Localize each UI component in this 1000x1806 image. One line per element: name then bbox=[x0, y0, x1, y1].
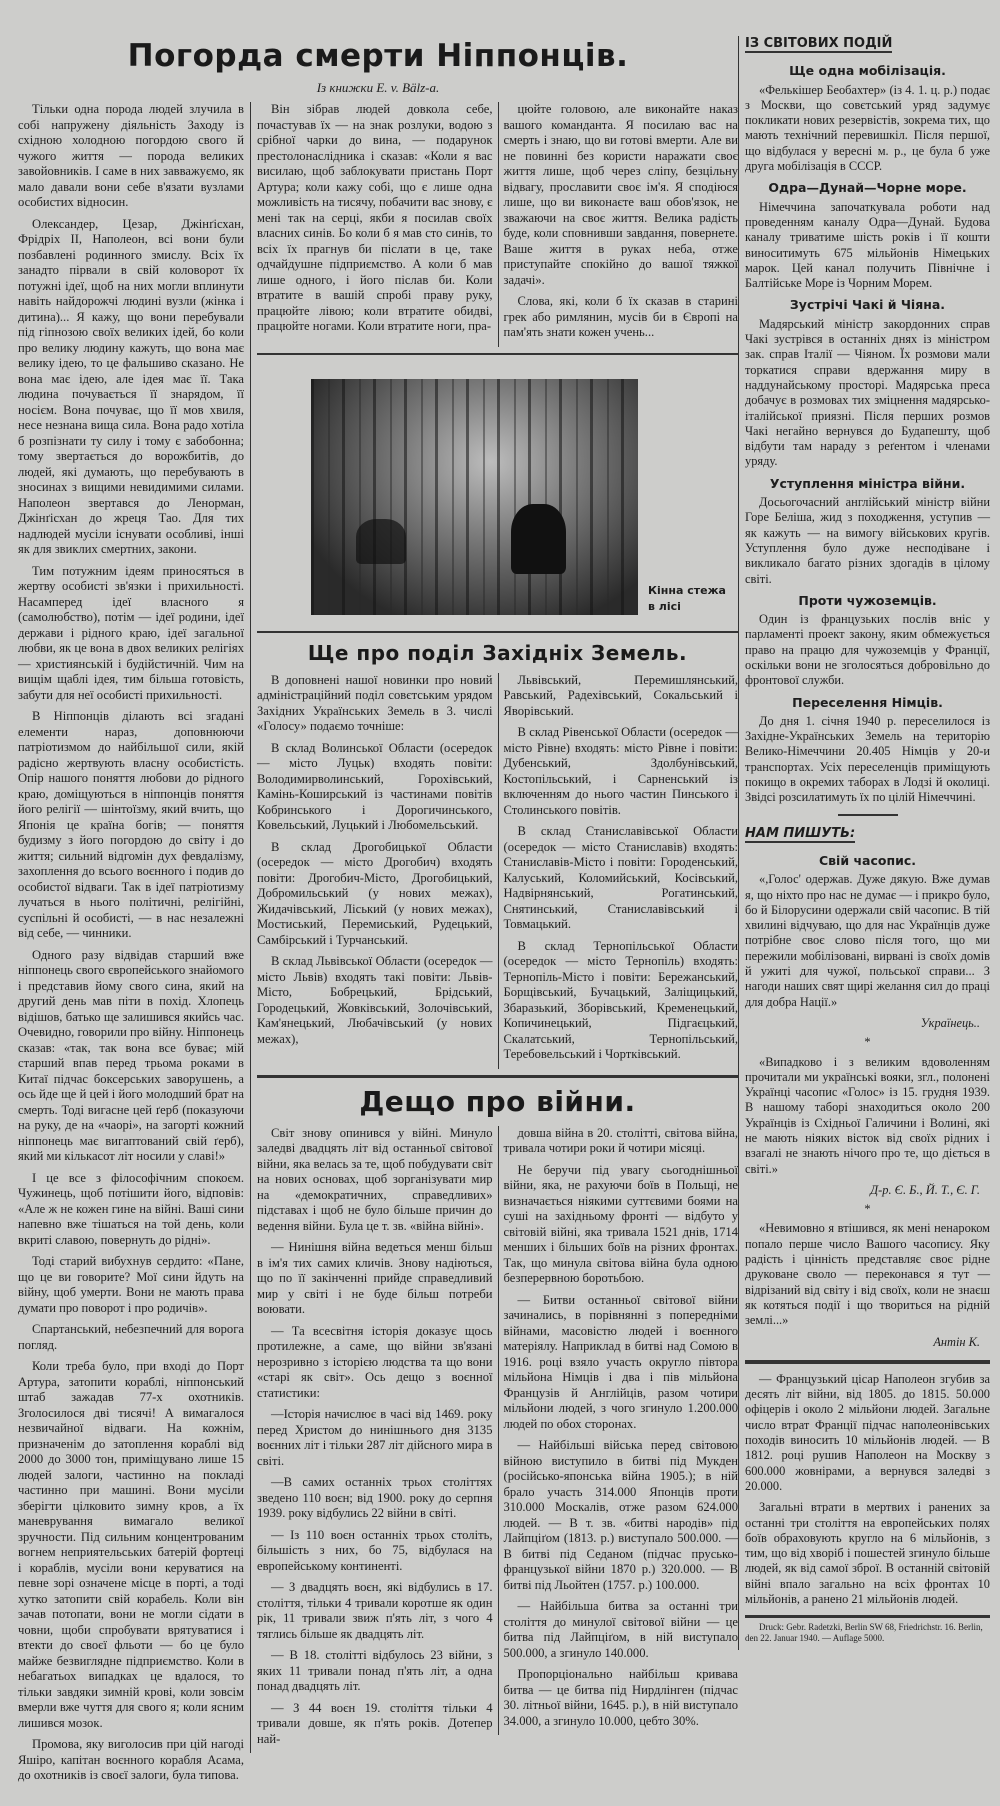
paragraph: — Битви останньої світової війни зачинались, в порівнянні з попередніми війнами, масовістю людей і воєнного матеріялу. Наприклад в битві над Сомою в 1916. році взяло участь округло півтора мільйона Німців і два і пів мільйона Французів й Англійців, разом чотири мільйони людей, з чого згинуло 1.200.000 людей по обох сторонах. bbox=[503, 1292, 738, 1431]
horizontal-rule bbox=[257, 631, 738, 633]
wars-article-title: Дещо про війни. bbox=[359, 1084, 636, 1118]
paragraph: Слова, які, коли б їх сказав в старині грек або римлянин, мусів би в Європі на пам'ять знати кожен учень... bbox=[503, 294, 738, 339]
main-columns bbox=[18, 102, 738, 1790]
news-item-title: Зустрічі Чакі й Чіяна. bbox=[789, 297, 946, 313]
paragraph: Тоді старий вибухнув сердито: «Пане, що це ви говорите? Мої сини йдуть на війну, щоб умерти. Вони не мають права думати про поворот і про родичів». bbox=[18, 1254, 244, 1315]
letter-signature: Д-р. Є. Б., Й. Т., Є. Г. bbox=[870, 1182, 980, 1197]
main-article-column-3 bbox=[498, 102, 739, 347]
printer-imprint: Druck: Gebr. Radetzki, Berlin SW 68, Friedrichstr. 16. Berlin, den 22. Januar 1940. — Auflage 5000. bbox=[745, 1622, 983, 1644]
paragraph: Промова, яку виголосив при цій нагоді Яшіро, капітан воєнного корабля Асама, до охотників із своєї залоги, була типова. bbox=[18, 1737, 244, 1782]
main-article-continuation bbox=[257, 102, 738, 347]
paragraph: Олександер, Цезар, Джінґісхан, Фрідріх II, Наполеон, всі вони були позбавлені родинного змислу. Всіх їх занадто пірвали в свій коловорот їх потужні ідеї, щоб на них могли вплинути навіть найдорожчі людині вузли (жінка і дитина)... Я кажу, що вони перебували під гіпнозою своїх великих ідей, бо коли про велику людину кажуть, що вона має велику ідею, то це фальшиво сказано. Не вона має ідею, але ідея має її. Така людина почувається її знарядом, її носієм. Вона почуває, що її мов хвиля, несе незнана вища сила. Вона радо хотіла б розпізнати ту силу і тому є забобонна; тому звертається до ворожбитів, до людей, які думають, що перебувають в зносинах з вищими невидимими силами. Наполеон звертався до Ленорман, Джінґісхан до жреця Тао. Для тих надлюдей мусіли існувати особливі, інші як для звиклих смертних, закони. bbox=[18, 216, 244, 556]
division-article-title: Ще про поділ Західніх Земель. bbox=[307, 640, 688, 665]
paragraph: В склад Рівенської Области (осередок — місто Рівне) входять: місто Рівне і повіти: Дубенський, Здолбунівський, Костопільський, і Сарненський із включенням до нього частин Пинського і Столинського повітів. bbox=[503, 725, 738, 817]
world-events-section-title: ІЗ СВІТОВИХ ПОДІЙ bbox=[745, 36, 892, 53]
paragraph: Одного разу відвідав старший вже ніппонець свого європейського знайомого і представив йому свого сина, який на другий день мав піти в похід. Хлопець відішов, батько ще залишився якийсь час. Очевидно, говорили про війну. Ніппонець сказав: «так, так вона все буває; мій старший впав перед трьома роками в Китаї підчас боксерських заворушень, а ось йде ще й цей і його молодший брат на смерть. Тоді вигасне цей ґерб (показуючи на руку, де на «чаорі», на загорті кожний ніппонець має вигаптований свій ґерб), який ми кількасот літ носили у славі!» bbox=[18, 947, 244, 1163]
division-article-column-2 bbox=[498, 673, 739, 1069]
paragraph: В склад Волинської Области (осередок — місто Луцьк) входять повіти: Володимирволинський, Горохівський, Камінь-Коширський із частинами повітів Кобринського і Дорогичинського, Ковельський, Луцький і Любомельський. bbox=[257, 740, 493, 832]
letter-text: «Невимовно я втішився, як мені ненароком попало перше число Вашого часопису. Яку радість і цінність представляє своє рідне друковане своло — переконався я тут — відрізаний від світу і від своїх, коли не знаєш як котяться події і що твориться на рідній землі...» bbox=[745, 1221, 990, 1328]
right-column bbox=[738, 36, 990, 1650]
paragraph: довша війна в 20. столітті, світова війна, тривала чотири роки й чотири місяці. bbox=[503, 1125, 738, 1155]
paragraph: цюйте головою, але виконайте наказ вашого команданта. Я посилаю вас на смерть і знаю, що ви готові вмерти. Але ви не повинні без користи наражати своє життя лише, щоб через сліпу, безцільну відвагу, прославити своє ім'я. Я сподіюся лише, що ви виконаєте ваш обов'язок, не зважаючи на своє життя. Велика радість буде, коли сповнивши завдання, повернете. Ваше життя в руках неба, отже приступайте спокійно до вашої тяжкої задачі». bbox=[503, 102, 738, 287]
forest-patrol-photo bbox=[311, 379, 638, 615]
paragraph: І це все з філософічним спокоєм. Чужинець, щоб потішити його, відповів: «Але ж не кожен гине на війні. Ваші сини напевно вже тішаться на той день, коли вкриті славою, повернуть до рідні». bbox=[18, 1170, 244, 1247]
news-item-text: До дня 1. січня 1940 р. переселилося із Західне-Українських Земель на територію Велико-Німеччини 20.405 Німців у 20-и транспортах. Усіх переселенців приміщують покищо в окремих таборах в Лодзі й околиці. Звідсі розсилатимуть їх по цілій Німеччині. bbox=[745, 713, 990, 805]
horizontal-rule bbox=[257, 1075, 738, 1078]
star-separator: * bbox=[864, 1035, 871, 1050]
paragraph: — З 44 воєн 19. століття тільки 4 тривали довше, як п'ять років. Дотепер най- bbox=[257, 1700, 493, 1746]
paragraph: Загальні втрати в мертвих і ранених за останні три століття на европейських полях боїв обраховують кругло на 6 мільйонів, з тим, що від хворіб і пошестей згинуло більше людей, як від самої зброї. В останній світовій війні впало загально на всіх фронтах 10 мільйонів, а ранено 21 мільйонів людей. bbox=[745, 1500, 990, 1607]
letters-title: Свій часопис. bbox=[818, 852, 917, 868]
wars-article-column-2 bbox=[498, 1126, 739, 1736]
paragraph: В склад Станиславівської Области (осередок — місто Станиславів) входять: Станиславів-Місто і повіти: Городенський, Калуський, Коломийський, Косівський, Надвірнянський, Рогатинський, Снятинський, Станиславівський і Товмацький. bbox=[503, 824, 738, 931]
main-area bbox=[18, 36, 738, 1790]
section-divider bbox=[838, 814, 898, 816]
division-article-columns bbox=[257, 673, 738, 1069]
napoleon-note bbox=[745, 1372, 990, 1607]
main-article-column-1 bbox=[18, 102, 250, 1790]
letters-section-title: НАМ ПИШУТЬ: bbox=[745, 826, 855, 843]
paragraph: Тим потужним ідеям приносяться в жертву особисті зв'язки і прихильності. Насамперед ідеї власного я (самолюбство), потім — ідеї родини, ідеї держави і рідного краю, ідеї загальної любви, як це вона в двох великих релігіях — християнській і будійстичній. Чим на вищім щаблі ідея, тим більша готовість, забути для неї особисті прихильності. bbox=[18, 563, 244, 702]
news-item-text: «Фелькішер Беобахтер» (із 4. 1. ц. р.) подає з Москви, що совєтський уряд задумує покликати нових резервістів, зокрема тих, що мають технічний перевишкіл. Після першої, що відбулася у вересні м. р., це була б уже друга мобілізація в СССР. bbox=[745, 82, 990, 174]
news-item-title: Одра—Дунай—Чорне море. bbox=[768, 180, 967, 196]
world-events-list bbox=[745, 63, 990, 805]
paragraph: В склад Дрогобицької Области (осередок — місто Дрогобич) входять повіти: Дрогобич-Місто, Дрогобицький, Добромильський (у нових межах), Жидачівський, Ліський (у нових межах), Мостиський, Перемиський, Рудецький, Самбірський і Турчанський. bbox=[257, 839, 493, 947]
letter-text: «Випадково і з великим вдоволенням прочитали ми українські вояки, згл., полонені Українці часопис «Голос» із 15. грудня 1939. В нашому таборі знаходиться около 200 Українців із Східньої Галичини і Волині, які не мають ніяких вісток від своїх рідних і взагалі не знають нічого про те, що діється в світі.» bbox=[745, 1054, 990, 1176]
news-item-title: Уступлення міністра війни. bbox=[769, 475, 966, 491]
news-item-text: Досьогочасний англійський міністр війни Горе Беліша, жид з походження, уступив — як кажуть — на вимогу військових кругів. Уступлення було дуже несподіване і викликало багато різних здогадів в цілому світі. bbox=[745, 495, 990, 586]
photo-block bbox=[257, 361, 738, 625]
paragraph: В склад Львівської Области (осередок — місто Львів) входять такі повіти: Львів-Місто, Бобрецький, Брідський, Городецький, Жовківський, Золочівський, Кам'янецький, Любачівський (у нових межах), bbox=[257, 954, 493, 1046]
letter-text: «,Голос' одержав. Дуже дякую. Вже думав я, що ніхто про нас не думає — і прикро було, бо й Білорусини одержали свій часопис. В тій хвилині відчуваю, що для нас Українців дуже потрібне своє слово після того, що ми пережили мобілізовані, вирвані із своїх домів й ужиті для чужої, польської справи... З нагоди наших свят щирі желання сил до праці для добра Нації.» bbox=[745, 872, 990, 1009]
paragraph: Коли треба було, при вході до Порт Артура, затопити кораблі, ніппонський штаб зажадав 77-х охотників. Зголосилося дві тисячі! А вимагалося незвичайної відваги. На кожнім, призначенім до затоплення кораблі від 2000 до 3000 тон, приміщувано лише 15 людей залоги, частинно на покладі частинно при машині. Вони мусіли зберігти цілковито зимну кров, а їх маневрування вимагало великої зручности. Під сильним концентрованим вогнем неприятельських батерій фортеці і кораблів, мусіли вони керуватися на певне зорі означене місце в порті, а тоді хутко затопити свій корабель. Коли він зачав потопати, вони не могли сідати в човни, щоби спробувати врятуватися і втекти до своєї фльоти — бо це було майже безвиглядне підприємство. Коли в небагатьох випадках це вдалося, то тільки завдяки зимній крові, коли зовсім вмерли вже чуття для свого я; коли ясним лишився мозок. bbox=[18, 1359, 244, 1730]
news-item-text: Один із французьких послів вніс у парламенті проект закону, яким обмежується право на працю для чужоземців у Франції, оскільки вони не зголосяться добровільно до фронтової служби. bbox=[745, 612, 990, 688]
paragraph: — Та всесвітня історія доказує щось протилежне, а саме, що війни зв'язані нерозривно з історією людства та що вони «старі як світ». Ось дещо з воєнної статистики: bbox=[257, 1323, 493, 1400]
horizontal-rule bbox=[745, 1615, 990, 1618]
news-item-text: Мадярський міністр закордонних справ Чакі зустрівся в останніх днях із міністром зак. справ Італії — Чіяном. Їх розмови мали торкатися справи вдержання миру в наддунайському просторі. Мадярська преса добачує в розмовах тих зміцнення мадярсько-італійської приязні. Після перших розмов Чакі негайно вернувся до Будапешту, щоб відбути там нараду з реґентом і членами уряду. bbox=[745, 316, 990, 469]
horizontal-rule bbox=[745, 1360, 990, 1364]
horse-rider-figure bbox=[356, 519, 406, 564]
article-title: Погорда смерти Ніппонців. bbox=[127, 38, 629, 74]
paragraph: Тільки одна порода людей злучила в собі напружену діяльність Заходу із східною холодною погордою свого й чужого життя — порода великих завойовників. І саме в них завважуємо, як мало давали вони себе в'язати вузлами особистих відносин. bbox=[18, 102, 244, 209]
paragraph: — Нинішня війна ведеться менш більш в ім'я тих самих кличів. Знову надіються, що по її закінченні прийде справедливий мир у світі і не буде більш потреби воювати. bbox=[257, 1240, 493, 1316]
main-article-column-2 bbox=[257, 102, 498, 341]
letter-signature: Антін К. bbox=[933, 1334, 980, 1349]
news-item-title: Проти чужоземців. bbox=[798, 592, 937, 608]
photo-caption-line: Кінна стежа bbox=[648, 583, 726, 597]
news-item-title: Переселення Німців. bbox=[792, 694, 943, 710]
paragraph: В доповнені нашої новинки про новий адміністраційний поділ совєтським урядом Західних Українських Земель в 3. числі «Голосу» подаємо точніше: bbox=[257, 672, 493, 733]
middle-area bbox=[250, 102, 738, 1753]
paragraph: В склад Тернопільської Области (осередок — місто Тернопіль) входять: Тернопіль-Місто і повіти: Бережанський, Борщівський, Бучацький, Заліщицький, Збаразький, Зборівський, Кременецький, Копичинецький, Підгаєцький, Скалатський, Тернопільський, Теребовельський і Чортківський. bbox=[503, 938, 738, 1061]
news-item-title: Ще одна мобілізація. bbox=[789, 63, 946, 79]
paragraph: Світ знову опинився у війні. Минуло заледві двадцять літ від останньої світової війни, яка велась за те, щоб побудувати світ на нових основах, щоб зорганізувати мир на «демократичних, справедливих» підставах і щоб не було більше причин до ведення війни. Була це т. зв. «війна війні». bbox=[257, 1125, 493, 1233]
paragraph: — Із 110 воєн останніх трьох століть, більшість з них, бо 75, відбулася на европейському континенті. bbox=[257, 1527, 493, 1573]
paragraph: Пропорціонально найбільш кривава битва — це битва під Нирдлінген (підчас 30. літньої війни, 1645. р.), в ній виступало 34.000, а згинуло 10.000, цебто 30%. bbox=[503, 1667, 738, 1728]
paragraph: — З двадцять воєн, які відбулись в 17. століття, тільки 4 тривали коротше як один рік, 11 тривали звиж п'ять літ, з чого 4 тяглись більше як двадцять літ. bbox=[257, 1580, 493, 1641]
wars-article-column-1 bbox=[257, 1126, 498, 1754]
horse-rider-figure bbox=[511, 504, 566, 574]
star-separator: * bbox=[864, 1202, 871, 1217]
paragraph: В Ніппонців ділають всі згадані елементи нараз, доповнюючи патріотизмом до найбільшої сили, якій радісно жертвують власну особистість. Опір нашого поняття любови до рідного краю, доміщуються в ніппонців поняття його релігії — шінтоїзму, який вчить, що Японія це країна богів; — поняття будизму з його погордою до світу і до життя; сильний відгомін дух февдалізму, захоплення до всього воєнного і подив до особистої відваги. Так в ідеї патріотизму лучаться в нього політичні, релігійні, суспільні й особисті, — в нас незалежні від себе, — чинники. bbox=[18, 709, 244, 940]
article-byline: Із книжки E. v. Bälz-a. bbox=[316, 80, 440, 95]
division-article-column-1 bbox=[257, 673, 498, 1054]
paragraph: —В самих останніх трьох століттях зведено 110 воєн; від 1900. року до серпня 1939. року відбулись 22 війни в світі. bbox=[257, 1475, 493, 1520]
news-item-text: Німеччина започаткувала роботи над проведенням каналу Одра—Дунай. Будова каналу триватиме шість років і її кошти виноситимуть 675 мільйонів Німецьких марок. Цей канал получить Північне і Балтійське Море із Чорним Морем. bbox=[745, 199, 990, 291]
photo-caption-line: в лісі bbox=[648, 599, 681, 613]
horizontal-rule bbox=[257, 353, 738, 355]
wars-article-columns bbox=[257, 1126, 738, 1754]
letter-signature: Українець.. bbox=[920, 1015, 980, 1030]
paragraph: Спартанський, небезпечний для ворога погляд. bbox=[18, 1322, 244, 1352]
paragraph: — В 18. столітті відбулось 23 війни, з яких 11 тривали понад п'ять літ, а одна понад двадцять літ. bbox=[257, 1648, 493, 1693]
paragraph: — Французький цісар Наполеон згубив за десять літ війни, від 1805. до 1815. 50.000 офіцерів і около 2 мільйони людей. Загальне число втрат Франції підчас наполеонівських походів виносить 10 мільйонів людей. — В 1812. році рушив Наполеон на Москву з 600.000 жовнірами, а вернувся заледві з 20.000. bbox=[745, 1371, 990, 1493]
photo-caption bbox=[648, 583, 726, 615]
paragraph: Не беручи під увагу сьогоднішньої війни, яка, не рахуючи боїв в Польщі, не визначається ніякими суттєвими боями на суші на західньому фронті — відбуто у світовій війні, яка тривала 1521 днів, 1714 менших і більших боїв на різних фронтах. Так, що минула світова війна була одною безперервною боротьбою. bbox=[503, 1162, 738, 1285]
paragraph: — Найбільші війська перед світовою війною виступило в битві під Мукден (російсько-японська війна 1905.); в ній брало участь 314.000 Японців проти 310.000 Москалів, отже разом 624.000 людей. — В т. зв. «битві народів» під Лайпціґом (1813. р.) виступало 500.000. — В битві під Седаном (підчас прусько-французької війни 1870 р.) 320.000. — В битві під Льойтен (1757. р.) 100.000. bbox=[503, 1438, 738, 1592]
letters-list bbox=[745, 872, 990, 1350]
paragraph: Він зібрав людей довкола себе, почастував їх — на знак розлуки, водою з срібної чарки до вина, — подарунок престолонаслідника і сказав: «Коли я вас висилаю, щоб заблокувати пристань Порт Артура; коли кажу собі, що є лише одна можливість на тисячу, побачити вас знову, є мені так на серці, якби я посилав своїх власних синів. Бо коли б я мав сто синів, то всіх їх прагнув би післати в це, таке одчайдушне підприємство. А коли б мав лише одного, і його післав би. Коли втратите в вашій спробі праву руку, працюйте лівою; коли втратите обидві, працюйте ногами. Коли втратите ноги, пра- bbox=[257, 102, 493, 333]
page-layout bbox=[18, 36, 992, 1790]
paragraph: — Найбільша битва за останні три століття до минулої світової війни — це битва під Лайпціґом, в ній виступало 500.000, а згинуло 140.000. bbox=[503, 1599, 738, 1660]
paragraph: —Історія начислює в часі від 1469. року перед Христом до нинішнього дня 3135 воєнних літ і тільки 287 літ дійсного мира в світі. bbox=[257, 1407, 493, 1468]
paragraph: Львівський, Перемишлянський, Равський, Радехівський, Сокальський і Яворівський. bbox=[503, 672, 738, 718]
